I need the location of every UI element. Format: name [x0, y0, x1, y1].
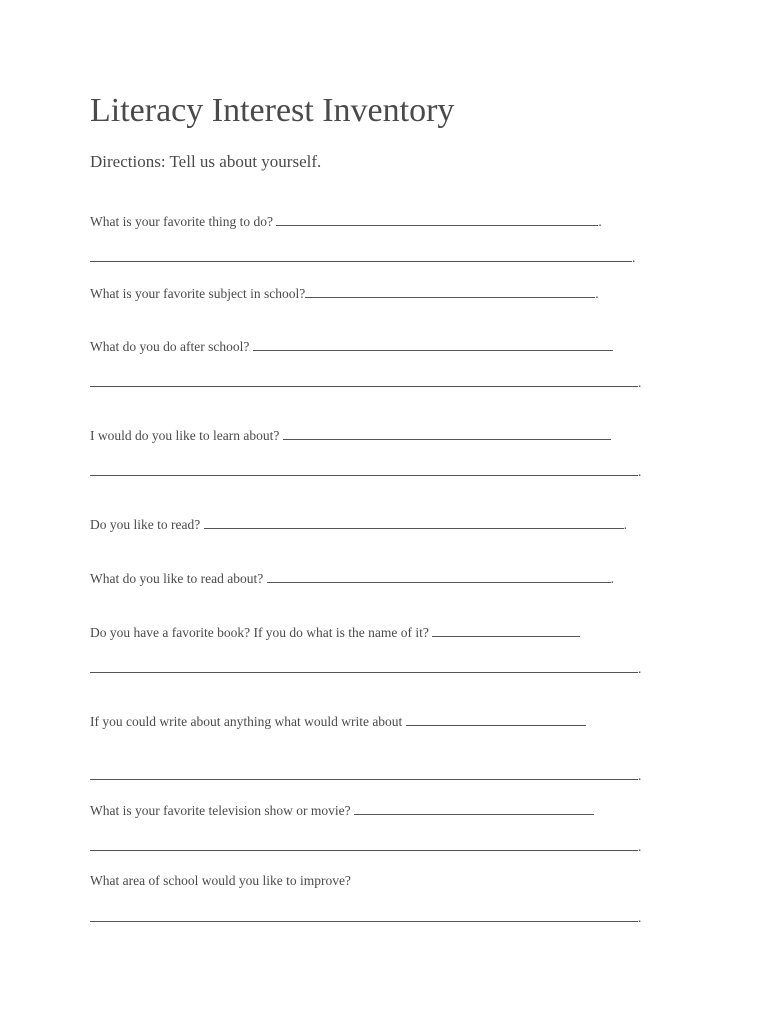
line-end: . — [598, 214, 602, 229]
answer-line-continuation — [90, 767, 641, 784]
question-favorite-book — [90, 624, 580, 641]
answer-blank[interactable] — [90, 767, 638, 780]
answer-blank[interactable] — [253, 338, 613, 351]
answer-blank[interactable] — [90, 249, 632, 262]
line-end: . — [638, 839, 642, 854]
answer-blank[interactable] — [276, 213, 598, 226]
question-like-to-read — [90, 516, 627, 533]
answer-blank[interactable] — [90, 374, 638, 387]
answer-blank[interactable] — [283, 427, 611, 440]
answer-blank[interactable] — [432, 624, 580, 637]
question-label: Do you like to read? — [90, 517, 201, 532]
answer-line-continuation — [90, 838, 641, 855]
question-label: What area of school would you like to improve? — [90, 873, 351, 888]
question-favorite-subject — [90, 285, 599, 302]
answer-line-continuation — [90, 660, 641, 677]
line-end: . — [632, 250, 636, 265]
question-label: What is your favorite television show or movie? — [90, 803, 351, 818]
question-favorite-thing — [90, 213, 602, 230]
question-label: If you could write about anything what would write about — [90, 714, 403, 729]
answer-blank[interactable] — [305, 285, 595, 298]
answer-blank[interactable] — [90, 463, 638, 476]
question-label: What do you do after school? — [90, 339, 250, 354]
answer-line-continuation — [90, 249, 635, 266]
answer-blank[interactable] — [406, 713, 586, 726]
answer-line-continuation — [90, 374, 641, 391]
question-learn-about — [90, 427, 611, 444]
question-tv-or-movie — [90, 802, 594, 819]
answer-blank[interactable] — [90, 660, 638, 673]
answer-line-continuation — [90, 909, 641, 926]
question-label: Do you have a favorite book? If you do what is the name of it? — [90, 625, 429, 640]
line-end: . — [610, 571, 614, 586]
line-end: . — [638, 661, 642, 676]
answer-blank[interactable] — [354, 802, 594, 815]
line-end: . — [623, 517, 627, 532]
answer-blank[interactable] — [90, 838, 638, 851]
line-end: . — [638, 464, 642, 479]
question-label: What is your favorite subject in school? — [90, 286, 306, 301]
question-read-about — [90, 570, 614, 587]
question-label: What do you like to read about? — [90, 571, 264, 586]
answer-line-continuation — [90, 463, 641, 480]
question-area-to-improve — [90, 873, 351, 889]
page-title: Literacy Interest Inventory — [90, 92, 455, 129]
question-label: I would do you like to learn about? — [90, 428, 280, 443]
question-after-school — [90, 338, 613, 355]
line-end: . — [595, 286, 599, 301]
answer-blank[interactable] — [90, 909, 638, 922]
answer-blank[interactable] — [267, 570, 611, 583]
directions-text: Directions: Tell us about yourself. — [90, 152, 322, 171]
line-end: . — [638, 375, 642, 390]
question-label: What is your favorite thing to do? — [90, 214, 273, 229]
answer-blank[interactable] — [204, 516, 624, 529]
question-write-about — [90, 713, 586, 730]
line-end: . — [638, 910, 642, 925]
line-end: . — [638, 768, 642, 783]
